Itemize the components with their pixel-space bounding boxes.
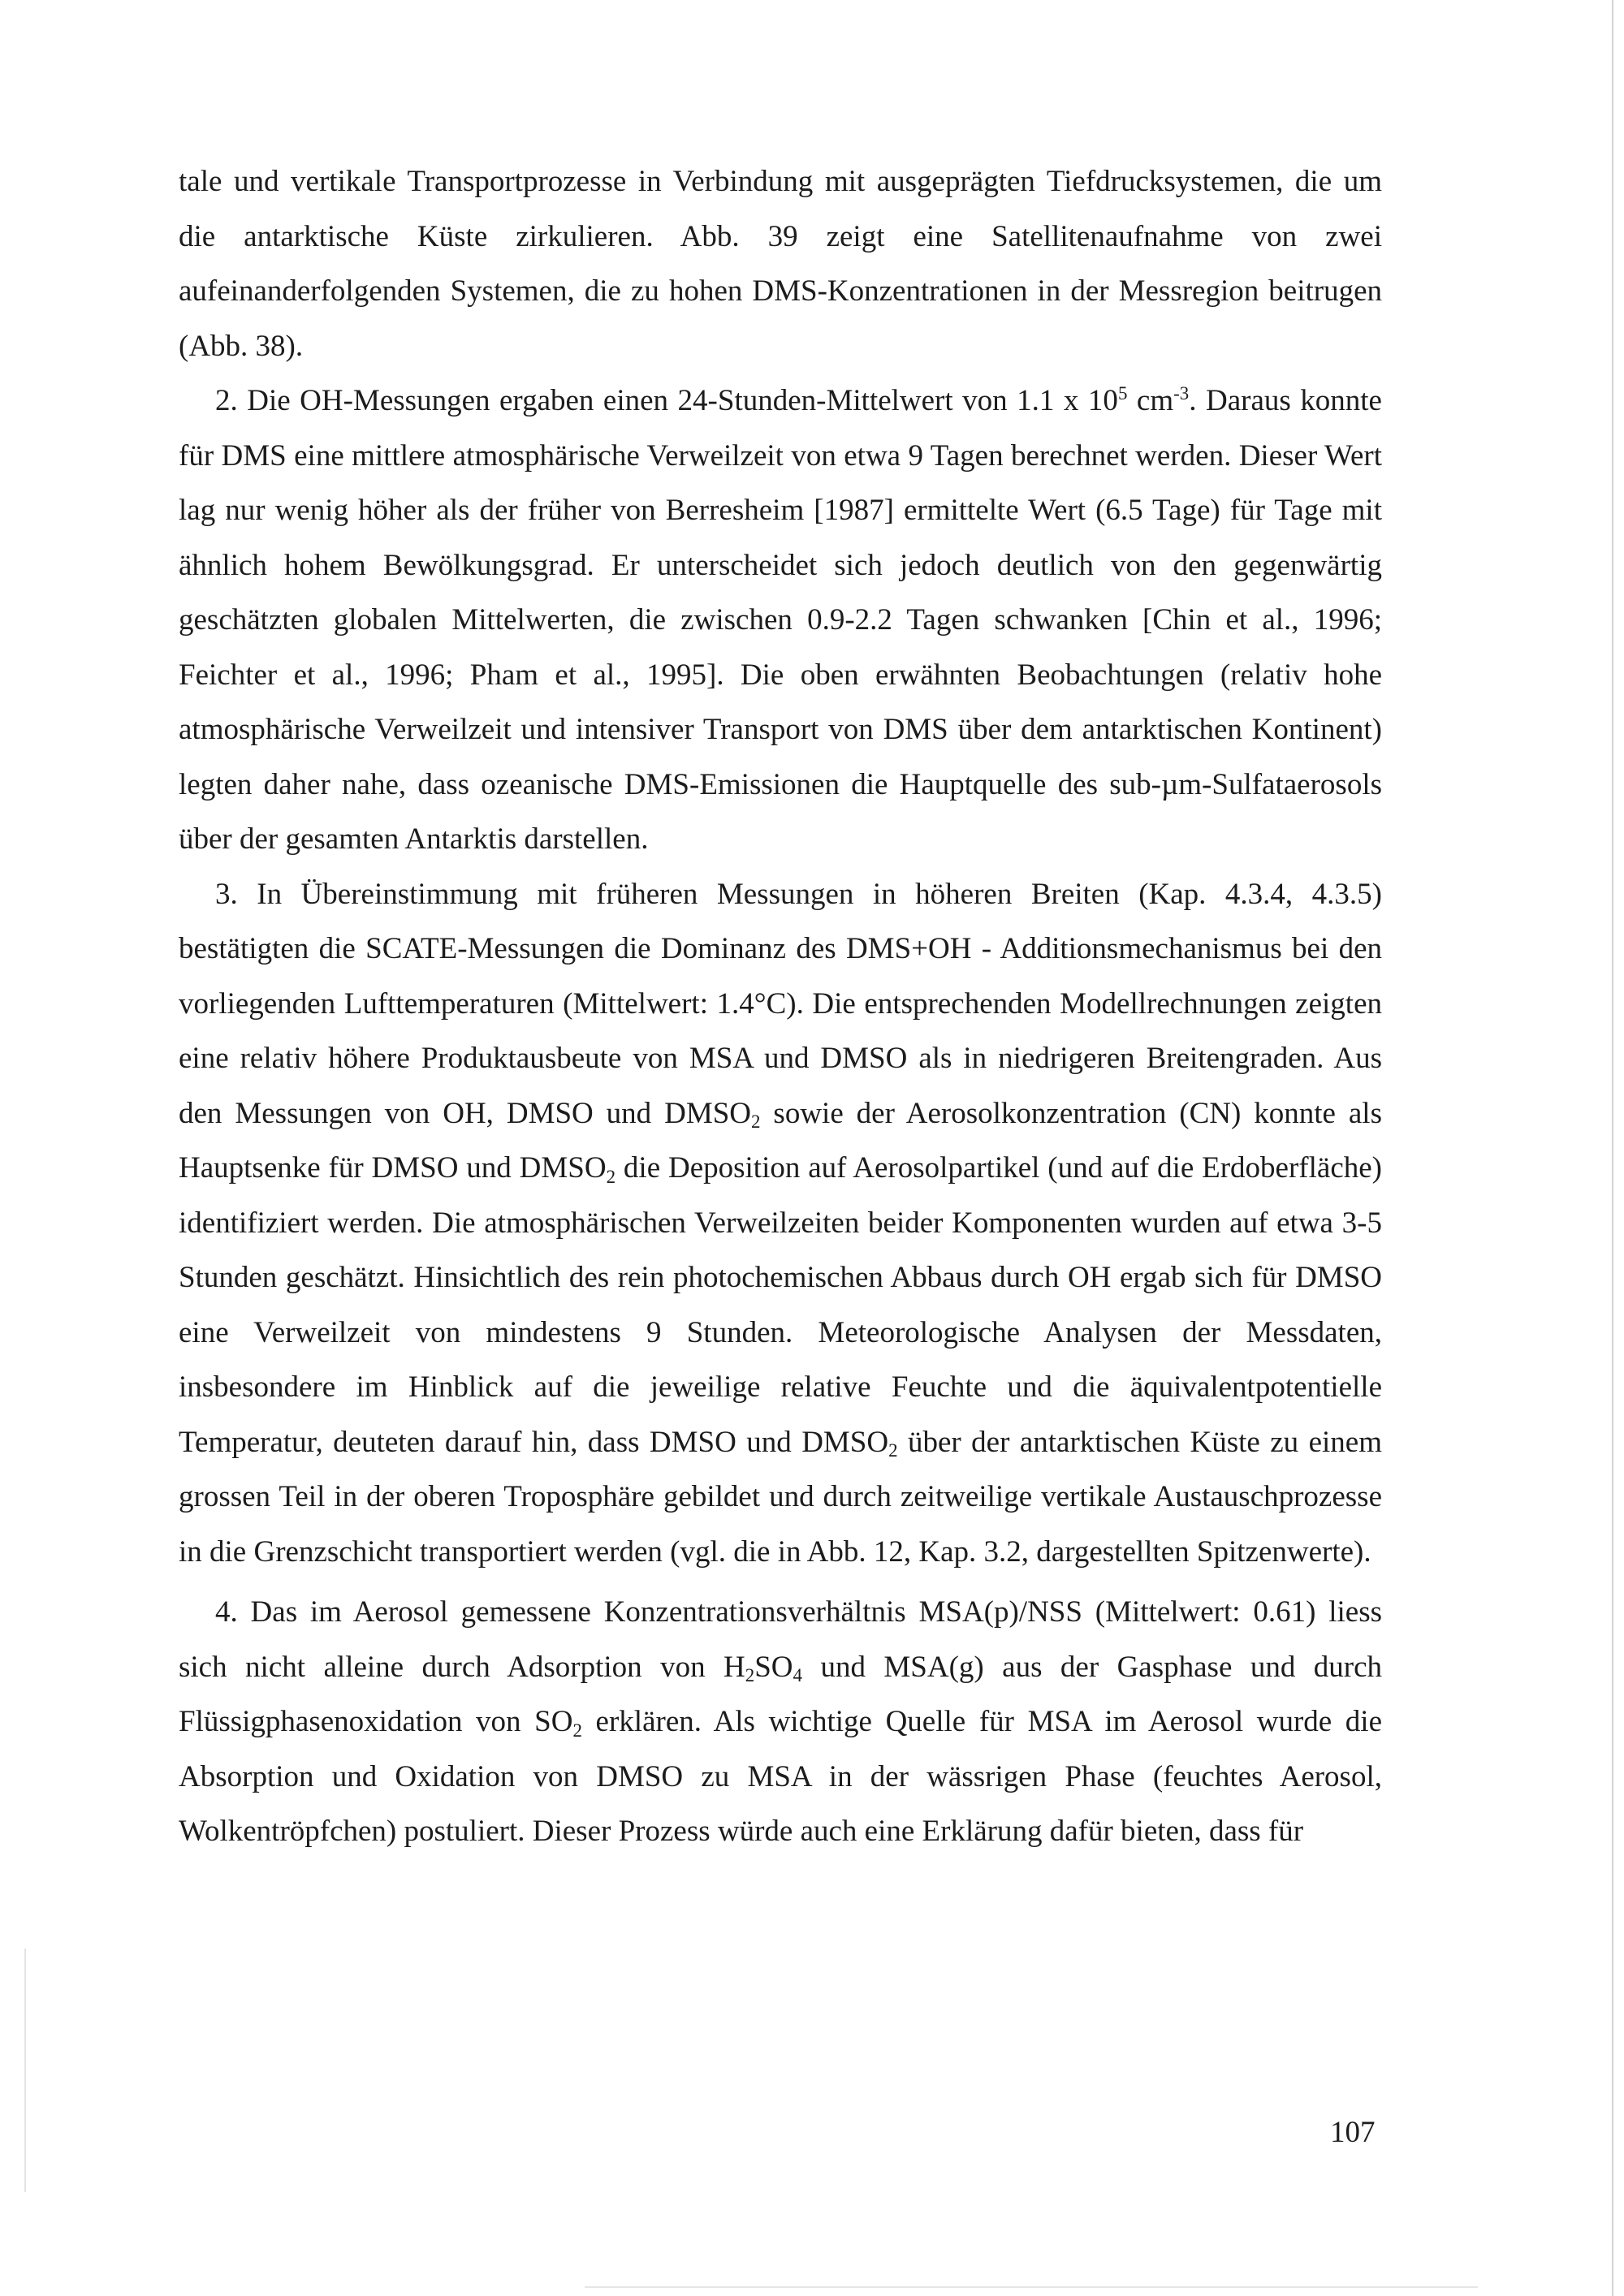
- paragraph-2: [179, 373, 1382, 867]
- paragraph-text: cm: [1127, 384, 1174, 417]
- scan-edge-left: [24, 1949, 26, 2192]
- paragraph-text: . Daraus konnte für DMS eine mittlere atmosphärische Verweilzeit von etwa 9 Tagen berechnet werden. Dieser Wert lag nur wenig höher als der früher von Berresheim [1987] ermittelte Wert (6.5 Tage) für Tage mit ähnlich hohem Bewölkungsgrad. Er unterscheidet sich jedoch deutlich von den gegenwärtig geschätzten globalen Mittelwerten, die zwischen 0.9-2.2 Tagen schwanken [Chin et al., 1996; Feichter et al., 1996; Pham et al., 1995]. Die oben erwähnten Beobachtungen (relativ hohe atmosphärische Verweilzeit und intensiver Transport von DMS über dem antarktischen Kontinent) legten daher nahe, dass ozeanische DMS-Emissionen die Hauptquelle des sub-µm-Sulfataerosols über der gesamten Antarktis darstellen.: [179, 384, 1382, 856]
- paragraph-4: [179, 1585, 1382, 1859]
- paragraph-text: sowie der Aerosolkonzentration (CN) konnte als Hauptsenke für DMSO und DMSO: [179, 1096, 1382, 1185]
- subscript: 2: [606, 1166, 616, 1187]
- subscript: 2: [888, 1440, 898, 1461]
- paragraph-text: die Deposition auf Aerosolpartikel (und auf die Erdoberfläche) identifiziert werden. Die atmosphärischen Verweilzeiten beider Komponenten wurden auf etwa 3-5 Stunden geschätzt. Hinsichtlich des rein photochemischen Abbaus durch OH ergab sich für DMSO eine Verweilzeit von mindestens 9 Stunden. Meteorologische Analysen der Messdaten, insbesondere im Hinblick auf die jeweilige relative Feuchte und die äquivalentpotentielle Temperatur, deuteten darauf hin, dass DMSO und DMSO: [179, 1151, 1382, 1459]
- subscript: 2: [751, 1111, 761, 1133]
- paragraph-text: 4. Das im Aerosol gemessene Konzentrationsverhältnis MSA(p)/NSS (Mittelwert: 0.61) liess sich nicht alleine durch Adsorption von H: [179, 1595, 1382, 1684]
- scan-edge-right: [1612, 0, 1613, 2296]
- subscript: 2: [745, 1665, 755, 1686]
- page-body: [179, 154, 1382, 1859]
- superscript: -3: [1173, 383, 1190, 404]
- paragraph-text: 3. In Übereinstimmung mit früheren Messungen in höheren Breiten (Kap. 4.3.4, 4.3.5) bestätigten die SCATE-Messungen die Dominanz des DMS+OH - Additionsmechanismus bei den vorliegenden Lufttemperaturen (Mittelwert: 1.4°C). Die entsprechenden Modellrechnungen zeigten eine relativ höhere Produktausbeute von MSA und DMSO als in niedrigeren Breitengraden. Aus den Messungen von OH, DMSO und DMSO: [179, 877, 1382, 1130]
- paragraph-continuation: [179, 154, 1382, 373]
- subscript: 2: [572, 1720, 582, 1741]
- page-number: 107: [1330, 2116, 1376, 2149]
- scan-edge-bottom: [585, 2286, 1478, 2288]
- paragraph-text: tale und vertikale Transportprozesse in Verbindung mit ausgeprägten Tiefdrucksystemen, die um die antarktische Küste zirkulieren. Abb. 39 zeigt eine Satellitenaufnahme von zwei aufeinanderfolgenden Systemen, die zu hohen DMS-Konzentrationen in der Messregion beitrugen (Abb. 38).: [179, 165, 1382, 363]
- paragraph-text: erklären. Als wichtige Quelle für MSA im Aerosol wurde die Absorption und Oxidation von DMSO zu MSA in der wässrigen Phase (feuchtes Aerosol, Wolkentröpfchen) postuliert. Dieser Prozess würde auch eine Erklärung dafür bieten, dass für: [179, 1705, 1382, 1848]
- paragraph-3: [179, 867, 1382, 1580]
- paragraph-text: 2. Die OH-Messungen ergaben einen 24-Stunden-Mittelwert von 1.1 x 10: [215, 384, 1118, 417]
- paragraph-text: über der antarktischen Küste zu einem grossen Teil in der oberen Troposphäre gebildet und durch zeitweilige vertikale Austauschprozesse in die Grenzschicht transportiert werden (vgl. die in Abb. 12, Kap. 3.2, dargestellten Spitzenwerte).: [179, 1425, 1382, 1569]
- paragraph-text: und MSA(g) aus der Gasphase und durch Flüssigphasenoxidation von SO: [179, 1650, 1382, 1738]
- superscript: 5: [1117, 383, 1128, 404]
- subscript: 4: [793, 1665, 802, 1686]
- paragraph-text: SO: [754, 1650, 793, 1684]
